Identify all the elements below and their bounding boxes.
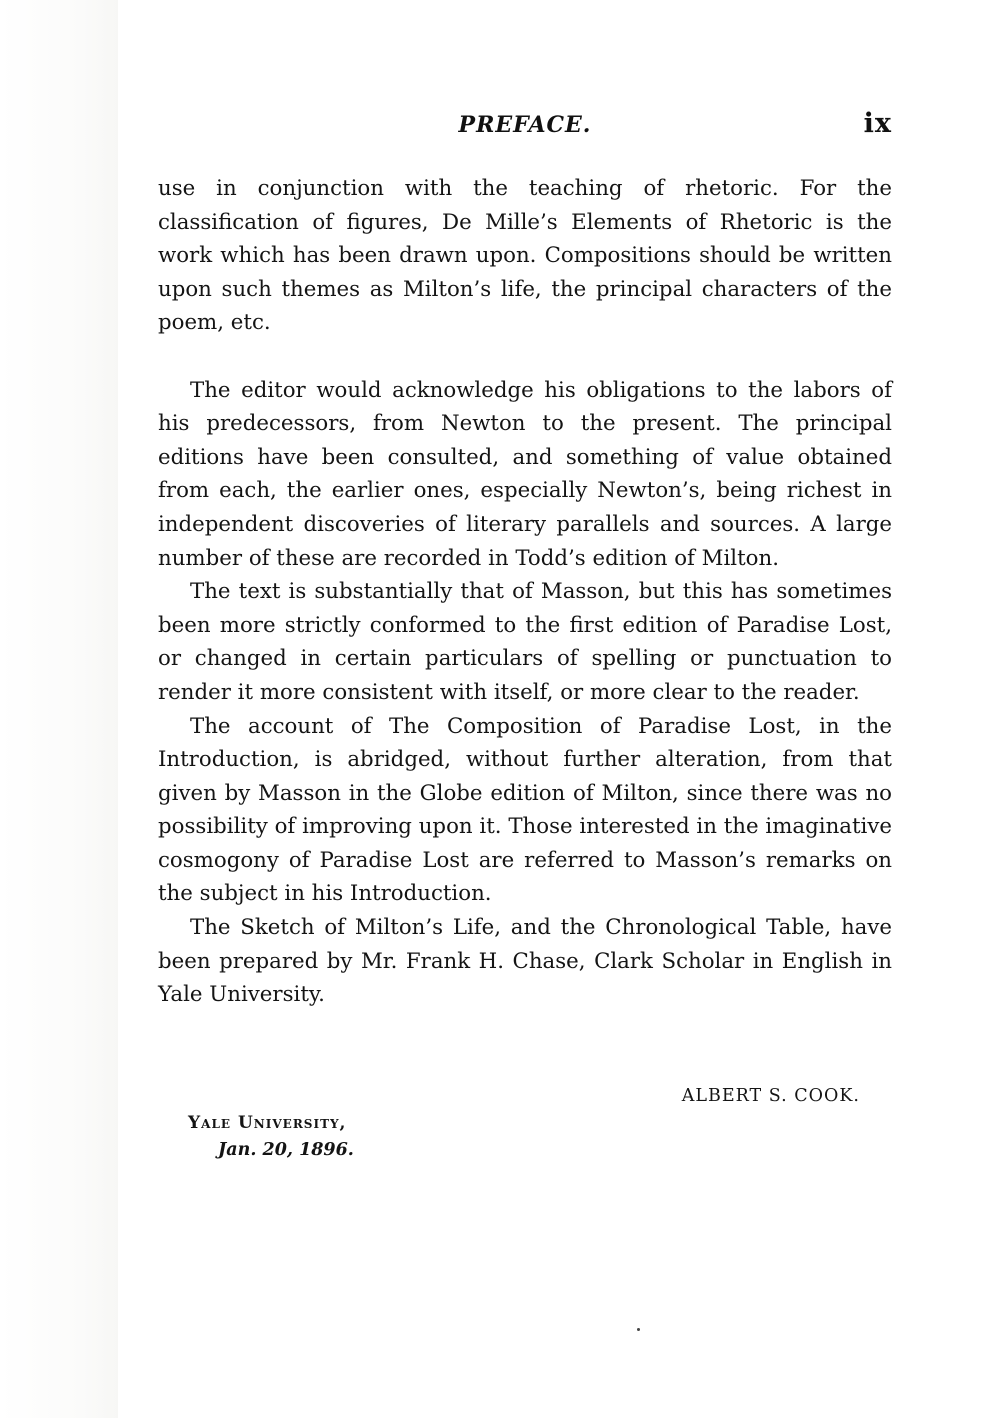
body-text xyxy=(158,172,892,1012)
page-margin-shade xyxy=(0,0,118,1418)
scan-speck xyxy=(637,1328,640,1331)
author-signature: ALBERT S. COOK. xyxy=(681,1086,860,1106)
page-header xyxy=(158,108,892,148)
paragraph-text-source: The text is substantially that of Masson, but this has sometimes been more strictly conformed to the first edition of Paradise Lost, or changed in certain particulars of spelling or punctuation to render it more consistent with itself, or more clear to the reader. xyxy=(158,579,892,705)
signature-place: Yale University, xyxy=(188,1113,347,1133)
page-number: ix xyxy=(863,108,892,139)
paragraph-acknowledgements: The editor would acknowledge his obligations to the labors of his predecessors, from Newton to the present. The principal editions have been consulted, and something of value obtained from each, the earlier ones, especially Newton’s, being richest in independent discoveries of literary parallels and sources. A large number of these are recorded in Todd’s edition of Milton. xyxy=(158,377,892,571)
paragraph-sketch-credit: The Sketch of Milton’s Life, and the Chronological Table, have been prepared by Mr. Frank H. Chase, Clark Scholar in English in Yale University. xyxy=(158,915,892,1008)
running-title: PREFACE. xyxy=(458,112,592,138)
paragraph-composition-account: The account of The Composition of Paradise Lost, in the Introduction, is abridged, without further alteration, from that given by Masson in the Globe edition of Milton, since there was no possibility of improving upon it. Those interested in the imaginative cosmogony of Paradise Lost are referred to Masson’s remarks on the subject in his Introduction. xyxy=(158,713,892,907)
paragraph-continued: use in conjunction with the teaching of rhetoric. For the classification of figures, De Mille’s Elements of Rhetoric is the work which has been drawn upon. Compositions should be written upon such themes as Milton’s life, the principal characters of the poem, etc. xyxy=(158,176,892,336)
signature-date: Jan. 20, 1896. xyxy=(218,1140,354,1160)
